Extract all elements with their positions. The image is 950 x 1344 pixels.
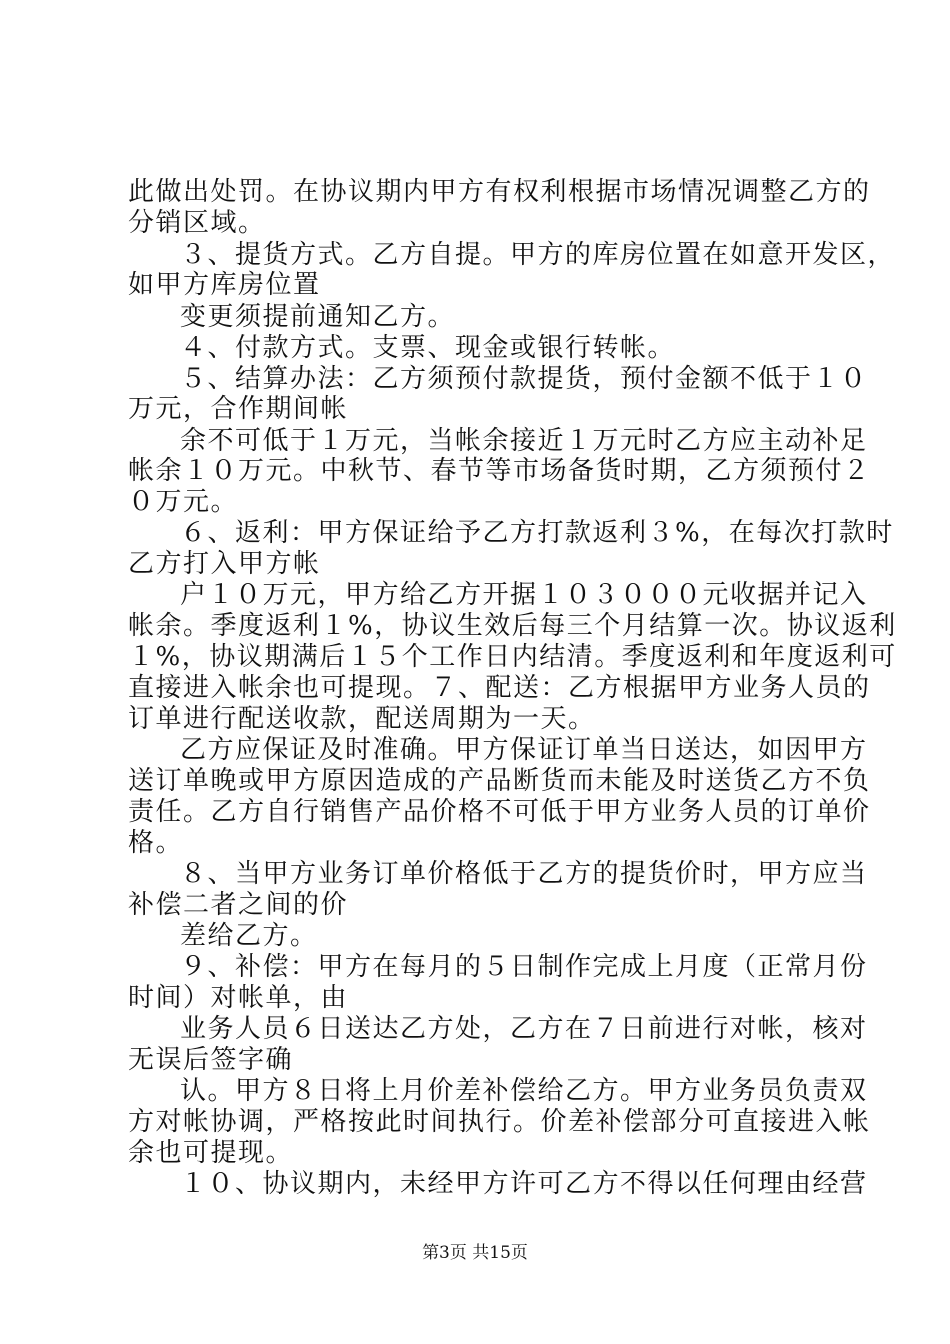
text-line: 差给乙方。 (180, 921, 318, 951)
text-line: 此做出处罚。在协议期内甲方有权利根据市场情况调整乙方的 (128, 177, 871, 207)
text-line: 补偿二者之间的价 (128, 890, 349, 920)
text-line: 方对帐协调，严格按此时间执行。价差补偿部分可直接进入帐 (128, 1107, 871, 1137)
text-line: 责任。乙方自行销售产品价格不可低于甲方业务人员的订单价 (128, 797, 871, 827)
text-line: 时间）对帐单，由 (128, 983, 349, 1013)
text-line: 业务人员６日送达乙方处，乙方在７日前进行对帐，核对 (180, 1014, 868, 1044)
text-line: １%，协议期满后１５个工作日内结清。季度返利和年度返利可 (128, 642, 897, 672)
text-line: ０万元。 (128, 487, 239, 517)
text-line: 余不可低于１万元，当帐余接近１万元时乙方应主动补足 (180, 426, 868, 456)
text-line: 认。甲方８日将上月价差补偿给乙方。甲方业务员负责双 (180, 1076, 868, 1106)
text-line: 无误后签字确 (128, 1045, 294, 1075)
text-line: 直接进入帐余也可提现。７、配送：乙方根据甲方业务人员的 (128, 673, 871, 703)
text-line: 万元，合作期间帐 (128, 394, 349, 424)
text-line: １０、协议期内，未经甲方许可乙方不得以任何理由经营 (180, 1169, 868, 1199)
text-line: 变更须提前通知乙方。 (180, 302, 456, 332)
text-line: ４、付款方式。支票、现金或银行转帐。 (180, 333, 676, 363)
text-line: 如甲方库房位置 (128, 270, 321, 300)
text-line: 帐余１０万元。中秋节、春节等市场备货时期，乙方须预付２ (128, 456, 871, 486)
text-line: 帐余。季度返利１%，协议生效后每三个月结算一次。协议返利 (128, 611, 897, 641)
text-line: ６、返利：甲方保证给予乙方打款返利３%，在每次打款时 (180, 518, 894, 548)
text-line: 格。 (128, 828, 184, 858)
text-line: 送订单晚或甲方原因造成的产品断货而未能及时送货乙方不负 (128, 766, 871, 796)
text-line: 分销区域。 (128, 208, 266, 238)
text-line: 乙方打入甲方帐 (128, 549, 321, 579)
text-line: ８、当甲方业务订单价格低于乙方的提货价时，甲方应当 (180, 859, 868, 889)
page-number-footer: 第3页 共15页 (422, 1243, 528, 1263)
text-line: 余也可提现。 (128, 1138, 294, 1168)
text-line: 户１０万元，甲方给乙方开据１０３０００元收据并记入 (180, 580, 868, 610)
text-line: ３、提货方式。乙方自提。甲方的库房位置在如意开发区， (180, 240, 896, 270)
text-line: 乙方应保证及时准确。甲方保证订单当日送达，如因甲方 (180, 735, 868, 765)
text-line: ５、结算办法：乙方须预付款提货，预付金额不低于１０ (180, 364, 868, 394)
text-line: 订单进行配送收款，配送周期为一天。 (128, 704, 596, 734)
text-line: ９、补偿：甲方在每月的５日制作完成上月度（正常月份 (180, 952, 868, 982)
